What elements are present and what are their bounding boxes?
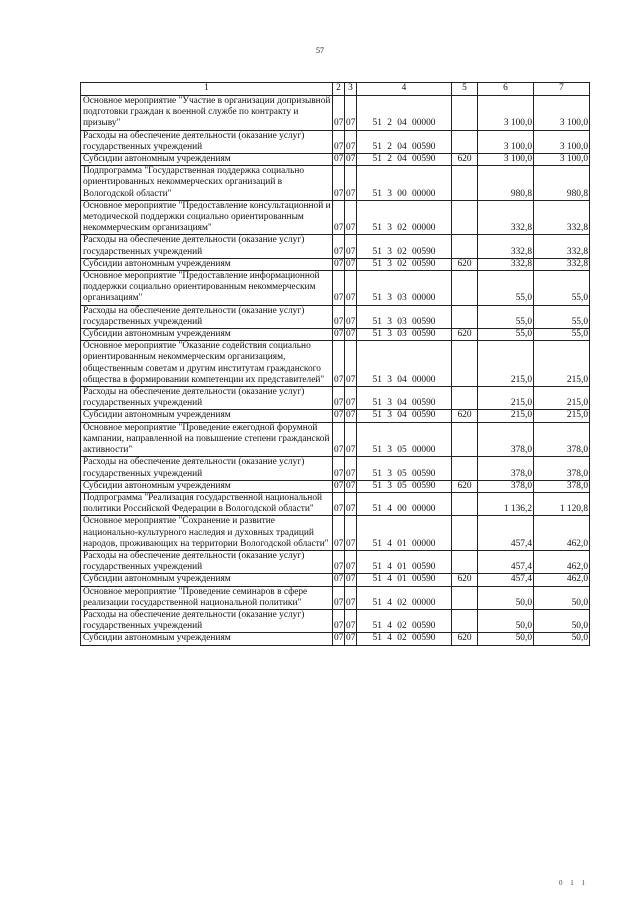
expense-type-cell: 620 [452,329,478,341]
table-row [81,422,590,457]
subsection-code-cell: 07 [346,410,356,421]
expense-type-cell: 620 [452,633,478,645]
section-code-cell: 07 [333,422,345,457]
section-code-cell: 07 [333,550,345,573]
table-row [81,305,590,328]
target-article-cell: 51 3 05 00590 [357,457,452,480]
amount-year1-cell: 55,0 [478,329,534,341]
section-code-cell: 07 [334,410,344,421]
table-row [81,271,590,306]
expense-type-cell [452,457,478,480]
expense-type-cell: 620 [452,258,478,270]
section-code-cell: 07 [333,166,345,201]
row-name-cell: Основное мероприятие "Оказание содействия социально ориентированным некоммерческим организациям, общественным советам и другим институтам гражданского общества в формировании компетенции их представителей" [81,341,333,387]
amount-year1-cell: 332,8 [478,258,534,270]
amount-year2-cell: 50,0 [534,609,590,632]
row-name-cell: Субсидии автономным учреждениям [81,633,333,645]
expense-type-cell [452,341,478,387]
amount-year2-cell: 332,8 [534,200,590,235]
target-article-cell: 51 3 02 00000 [357,200,452,235]
section-code-cell: 07 [333,457,345,480]
row-name-cell: Расходы на обеспечение деятельности (оказание услуг) государственных учреждений [81,609,333,632]
subsection-code-cell: 07 [345,166,357,201]
target-article-cell: 51 4 01 00590 [357,550,452,573]
budget-table [80,82,590,646]
table-row [81,410,590,422]
target-article-cell: 51 3 02 00590 [357,258,452,270]
section-code-cell: 07 [334,633,344,644]
header-cell: 3 [345,83,357,96]
subsection-code-cell: 07 [345,457,357,480]
amount-year2-cell: 1 120,8 [534,492,590,515]
target-article-cell: 51 4 02 00000 [357,586,452,609]
amount-year1-cell: 215,0 [478,410,534,422]
section-code-cell: 07 [334,258,344,269]
amount-year1-cell: 55,0 [478,271,534,306]
table-row [81,96,590,131]
header-row [81,83,590,96]
subsection-code-cell: 07 [346,480,356,491]
target-article-cell: 51 3 05 00590 [357,480,452,492]
row-name-cell: Основное мероприятие "Предоставление консультационной и методической поддержки социально ориентированным некоммерческим организациям" [81,200,333,235]
subsection-code-cell: 07 [346,258,356,269]
amount-year1-cell: 332,8 [478,235,534,258]
amount-year2-cell: 50,0 [534,586,590,609]
amount-year1-cell: 457,4 [478,516,534,551]
target-article-cell: 51 3 04 00000 [357,341,452,387]
expense-type-cell [452,96,478,131]
subsection-code-cell: 07 [345,516,357,551]
row-name-cell: Субсидии автономным учреждениям [81,329,333,341]
amount-year1-cell: 3 100,0 [478,96,534,131]
row-name-cell: Подпрограмма "Реализация государственной национальной политики Российской Федерации в Вологодской области" [81,492,333,515]
table-row [81,516,590,551]
expense-type-cell [452,166,478,201]
expense-type-cell [452,586,478,609]
table-row [81,480,590,492]
amount-year1-cell: 1 136,2 [478,492,534,515]
row-name-cell: Расходы на обеспечение деятельности (оказание услуг) государственных учреждений [81,387,333,410]
section-code-cell: 07 [333,271,345,306]
amount-year1-cell: 55,0 [478,305,534,328]
amount-year2-cell: 215,0 [534,387,590,410]
section-code-cell: 07 [334,329,344,340]
amount-year1-cell: 378,0 [478,480,534,492]
table-row [81,130,590,153]
amount-year1-cell: 457,4 [478,574,534,586]
expense-type-cell [452,609,478,632]
section-code-cell: 07 [333,200,345,235]
amount-year2-cell: 215,0 [534,341,590,387]
row-name-cell: Субсидии автономным учреждениям [81,410,333,422]
target-article-cell: 51 4 00 00000 [357,492,452,515]
row-name-cell: Подпрограмма "Государственная поддержка социально ориентированных некоммерческих организаций в Вологодской области" [81,166,333,201]
row-name-cell: Субсидии автономным учреждениям [81,480,333,492]
page-number: 57 [316,46,324,55]
expense-type-cell [452,271,478,306]
expense-type-cell [452,492,478,515]
target-article-cell: 51 4 01 00000 [357,516,452,551]
expense-type-cell: 620 [452,154,478,166]
expense-type-cell [452,305,478,328]
row-name-cell: Основное мероприятие "Участие в организации допризывной подготовки граждан к военной службе по контракту и призыву" [81,96,333,131]
section-code-cell: 07 [334,574,344,585]
subsection-code-cell: 07 [346,329,356,340]
table-row [81,200,590,235]
target-article-cell: 51 3 03 00000 [357,271,452,306]
table-row [81,609,590,632]
target-article-cell: 51 3 02 00590 [357,235,452,258]
amount-year1-cell: 50,0 [478,609,534,632]
target-article-cell: 51 4 02 00590 [357,609,452,632]
amount-year2-cell: 462,0 [534,574,590,586]
section-code-cell: 07 [333,305,345,328]
row-name-cell: Основное мероприятие "Предоставление информационной поддержки социально ориентированным некоммерческим организациям" [81,271,333,306]
table-row [81,586,590,609]
amount-year2-cell: 55,0 [534,271,590,306]
subsection-code-cell: 07 [346,633,356,644]
row-name-cell: Субсидии автономным учреждениям [81,258,333,270]
subsection-code-cell: 07 [345,200,357,235]
header-cell: 5 [452,83,478,96]
amount-year1-cell: 378,0 [478,422,534,457]
amount-year2-cell: 55,0 [534,329,590,341]
section-code-cell: 07 [334,154,344,165]
target-article-cell: 51 3 04 00590 [357,410,452,422]
header-cell: 6 [478,83,534,96]
subsection-code-cell: 07 [345,586,357,609]
expense-type-cell: 620 [452,574,478,586]
target-article-cell: 51 2 04 00590 [357,130,452,153]
section-code-cell: 07 [333,130,345,153]
target-article-cell: 51 3 03 00590 [357,329,452,341]
amount-year2-cell: 3 100,0 [534,96,590,131]
subsection-code-cell: 07 [345,96,357,131]
expense-type-cell [452,387,478,410]
amount-year2-cell: 378,0 [534,480,590,492]
subsection-code-cell: 07 [345,609,357,632]
subsection-code-cell: 07 [345,422,357,457]
row-name-cell: Расходы на обеспечение деятельности (оказание услуг) государственных учреждений [81,130,333,153]
table-row [81,387,590,410]
amount-year2-cell: 332,8 [534,258,590,270]
subsection-code-cell: 07 [345,550,357,573]
amount-year2-cell: 332,8 [534,235,590,258]
amount-year1-cell: 332,8 [478,200,534,235]
table-row [81,492,590,515]
expense-type-cell: 620 [452,480,478,492]
header-cell: 2 [333,83,345,96]
subsection-code-cell: 07 [345,130,357,153]
subsection-code-cell: 07 [345,492,357,515]
subsection-code-cell: 07 [346,154,356,165]
header-cell: 1 [81,83,333,96]
subsection-code-cell: 07 [346,574,356,585]
header-cell: 7 [534,83,590,96]
section-code-cell: 07 [333,387,345,410]
section-code-cell: 07 [333,609,345,632]
subsection-code-cell: 07 [345,305,357,328]
target-article-cell: 51 2 04 00590 [357,154,452,166]
amount-year1-cell: 457,4 [478,550,534,573]
section-code-cell: 07 [334,480,344,491]
section-code-cell: 07 [333,96,345,131]
amount-year2-cell: 378,0 [534,457,590,480]
target-article-cell: 51 3 00 00000 [357,166,452,201]
row-name-cell: Расходы на обеспечение деятельности (оказание услуг) государственных учреждений [81,305,333,328]
section-code-cell: 07 [333,516,345,551]
table-row [81,258,590,270]
row-name-cell: Расходы на обеспечение деятельности (оказание услуг) государственных учреждений [81,235,333,258]
section-code-cell: 07 [333,341,345,387]
row-name-cell: Субсидии автономным учреждениям [81,154,333,166]
amount-year1-cell: 378,0 [478,457,534,480]
expense-type-cell [452,130,478,153]
table-row [81,166,590,201]
target-article-cell: 51 3 05 00000 [357,422,452,457]
section-code-cell: 07 [333,586,345,609]
amount-year2-cell: 55,0 [534,305,590,328]
subsection-code-cell: 07 [345,271,357,306]
subsection-code-cell: 07 [345,235,357,258]
expense-type-cell [452,200,478,235]
amount-year2-cell: 462,0 [534,550,590,573]
target-article-cell: 51 4 02 00590 [357,633,452,645]
target-article-cell: 51 3 04 00590 [357,387,452,410]
amount-year2-cell: 980,8 [534,166,590,201]
row-name-cell: Основное мероприятие "Проведение ежегодной форумной кампании, направленной на повышение степени гражданской активности" [81,422,333,457]
table-row [81,457,590,480]
footer-mark: 0 1 1 [559,879,588,887]
table-row [81,633,590,645]
expense-type-cell [452,422,478,457]
subsection-code-cell: 07 [345,387,357,410]
section-code-cell: 07 [333,492,345,515]
amount-year2-cell: 378,0 [534,422,590,457]
amount-year1-cell: 215,0 [478,341,534,387]
amount-year1-cell: 50,0 [478,586,534,609]
target-article-cell: 51 4 01 00590 [357,574,452,586]
row-name-cell: Расходы на обеспечение деятельности (оказание услуг) государственных учреждений [81,550,333,573]
row-name-cell: Субсидии автономным учреждениям [81,574,333,586]
table-row [81,574,590,586]
subsection-code-cell: 07 [345,341,357,387]
amount-year2-cell: 462,0 [534,516,590,551]
section-code-cell: 07 [333,235,345,258]
table-row [81,329,590,341]
table-row [81,235,590,258]
expense-type-cell [452,516,478,551]
target-article-cell: 51 2 04 00000 [357,96,452,131]
expense-type-cell [452,235,478,258]
amount-year2-cell: 3 100,0 [534,154,590,166]
row-name-cell: Расходы на обеспечение деятельности (оказание услуг) государственных учреждений [81,457,333,480]
amount-year1-cell: 3 100,0 [478,154,534,166]
target-article-cell: 51 3 03 00590 [357,305,452,328]
expense-type-cell [452,550,478,573]
row-name-cell: Основное мероприятие "Сохранение и развитие национально-культурного наследия и духовных традиций народов, проживающих на территории Вологодской области" [81,516,333,551]
table-row [81,154,590,166]
header-cell: 4 [357,83,452,96]
amount-year1-cell: 3 100,0 [478,130,534,153]
amount-year1-cell: 980,8 [478,166,534,201]
amount-year2-cell: 215,0 [534,410,590,422]
amount-year1-cell: 215,0 [478,387,534,410]
amount-year2-cell: 3 100,0 [534,130,590,153]
amount-year1-cell: 50,0 [478,633,534,645]
table-row [81,341,590,387]
row-name-cell: Основное мероприятие "Проведение семинаров в сфере реализации государственной национальной политики" [81,586,333,609]
amount-year2-cell: 50,0 [534,633,590,645]
table-row [81,550,590,573]
expense-type-cell: 620 [452,410,478,422]
